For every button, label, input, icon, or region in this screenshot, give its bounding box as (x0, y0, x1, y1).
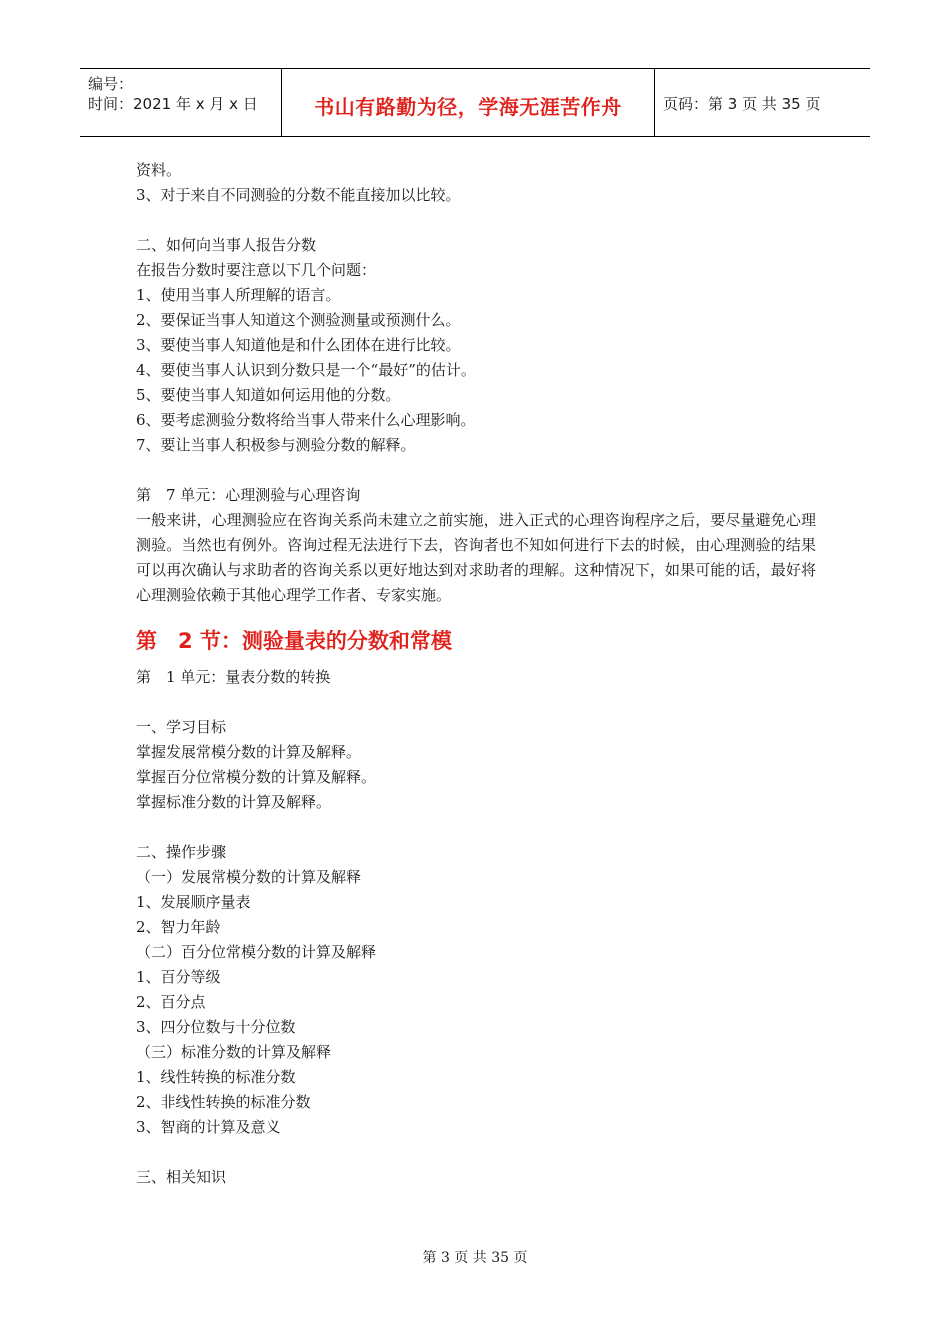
text-line: 掌握百分位常模分数的计算及解释。 (136, 768, 377, 786)
list-item: 5、要使当事人知道如何运用他的分数。 (136, 386, 401, 404)
list-item: （一）发展常模分数的计算及解释 (136, 868, 362, 886)
text-block-1 (136, 158, 816, 208)
list-item: 7、要让当事人积极参与测验分数的解释。 (136, 436, 416, 454)
list-item: 1、线性转换的标准分数 (136, 1068, 296, 1086)
body-paragraph: 一般来讲，心理测验应在咨询关系尚未建立之前实施，进入正式的心理咨询程序之后，要尽量避免心理测验。当然也有例外。咨询过程无法进行下去，咨询者也不知如何进行下去的时候，由心理测验的结果可以再次确认与求助者的咨询关系以更好地达到对求助者的理解。这种情况下，如果可能的话，最好将心理测验依赖于其他心理学工作者、专家实施。 (136, 511, 816, 604)
list-item: 2、非线性转换的标准分数 (136, 1093, 311, 1111)
list-item: 1、发展顺序量表 (136, 893, 251, 911)
footer-page-number: 第 3 页 共 35 页 (422, 1250, 528, 1266)
page-footer (0, 1247, 950, 1267)
text-block-steps (136, 840, 816, 1140)
list-item: 2、要保证当事人知道这个测验测量或预测什么。 (136, 311, 461, 329)
list-item: 2、智力年龄 (136, 918, 221, 936)
subheading: 三、相关知识 (136, 1168, 227, 1186)
header-meta-cell (80, 69, 282, 136)
list-item: 6、要考虑测验分数将给当事人带来什么心理影响。 (136, 411, 476, 429)
text-line: 掌握发展常模分数的计算及解释。 (136, 743, 362, 761)
subheading: 二、操作步骤 (136, 843, 227, 861)
section-heading: 第 2 节：测验量表的分数和常模 (136, 629, 452, 653)
list-item: （三）标准分数的计算及解释 (136, 1043, 332, 1061)
header-page-cell (655, 69, 870, 136)
list-item: 3、智商的计算及意义 (136, 1118, 281, 1136)
page-header (80, 68, 870, 137)
list-item: 3、四分位数与十分位数 (136, 1018, 296, 1036)
text-line: 3、对于来自不同测验的分数不能直接加以比较。 (136, 186, 461, 204)
list-item: 2、百分点 (136, 993, 206, 1011)
text-line: 掌握标准分数的计算及解释。 (136, 793, 332, 811)
text-line: 资料。 (136, 161, 182, 179)
document-date-label: 时间：2021 年 x 月 x 日 (88, 95, 258, 113)
document-body (136, 158, 816, 1190)
unit-7-block (136, 483, 816, 608)
subheading: 二、如何向当事人报告分数 (136, 236, 317, 254)
text-line: 在报告分数时要注意以下几个问题： (136, 261, 377, 279)
document-number-label: 编号： (88, 75, 134, 93)
text-block-report-scores (136, 233, 816, 458)
list-item: 1、使用当事人所理解的语言。 (136, 286, 341, 304)
header-page-info: 页码：第 3 页 共 35 页 (663, 95, 821, 113)
subheading: 一、学习目标 (136, 718, 227, 736)
list-item: 3、要使当事人知道他是和什么团体在进行比较。 (136, 336, 461, 354)
text-block-learning-goals (136, 715, 816, 815)
list-item: 1、百分等级 (136, 968, 221, 986)
unit-title: 第 7 单元：心理测验与心理咨询 (136, 486, 361, 504)
list-item: 4、要使当事人认识到分数只是一个“最好”的估计。 (136, 361, 476, 379)
text-block-related (136, 1165, 816, 1190)
unit-title: 第 1 单元：量表分数的转换 (136, 668, 331, 686)
list-item: （二）百分位常模分数的计算及解释 (136, 943, 377, 961)
header-motto-cell (282, 69, 655, 136)
header-motto: 书山有路勤为径，学海无涯苦作舟 (314, 95, 622, 119)
